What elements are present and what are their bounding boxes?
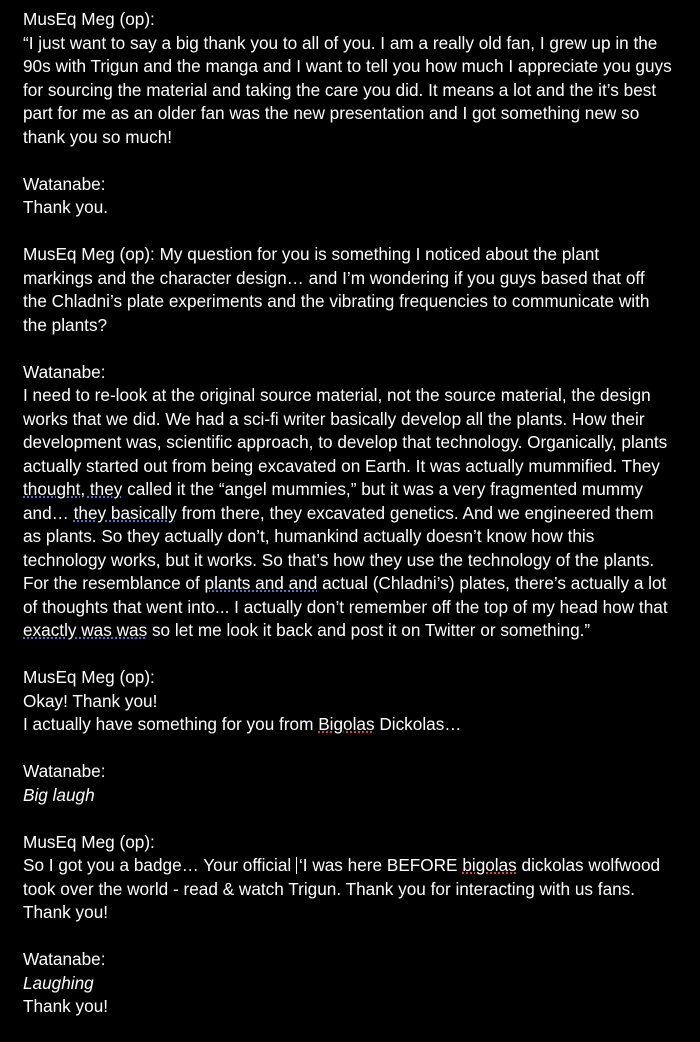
text-line bbox=[23, 713, 695, 737]
text-line bbox=[23, 854, 695, 878]
grammar-flagged-text[interactable]: plants and and bbox=[204, 573, 318, 593]
transcript-entry-watanabe-closing bbox=[23, 948, 695, 1019]
grammar-flagged-text[interactable]: they basically bbox=[73, 502, 177, 523]
transcript-entry-watanabe-answer bbox=[23, 361, 695, 643]
text-run: called it the “angel mummies,” but it was a very fragmented mummy bbox=[122, 479, 643, 499]
grammar-flagged-text[interactable]: thought, they bbox=[23, 479, 123, 499]
text-run: For the resemblance of bbox=[23, 573, 205, 593]
text-run: I actually have something for you from bbox=[23, 714, 319, 734]
text-line: took over the world - read & watch Trigun. Thank you for interacting with us fans. bbox=[23, 878, 636, 899]
speaker-label: Watanabe: bbox=[23, 949, 106, 969]
text-run: and… bbox=[23, 502, 74, 523]
text-line: MusEq Meg (op): My question for you is something I noticed about the plant bbox=[23, 244, 600, 264]
transcript-entry-meg-gift bbox=[23, 666, 695, 737]
text-run: So I got you a badge… Your official bbox=[23, 855, 296, 875]
text-line: Okay! Thank you! bbox=[23, 690, 158, 711]
text-line: works that we did. We had a sci-fi writer basically develop all the plants. How their bbox=[23, 408, 645, 429]
text-line: Thank you! bbox=[23, 996, 109, 1016]
text-line: technology works, but it works. So that’s how they use the technology of the plants. bbox=[23, 549, 655, 570]
text-line: development was, scientific approach, to develop that technology. Organically, plants bbox=[23, 432, 668, 452]
text-line: the plants? bbox=[23, 314, 108, 335]
speaker-label: Watanabe: bbox=[23, 761, 106, 781]
speaker-label: MusEq Meg (op): bbox=[23, 831, 155, 852]
speaker-label: MusEq Meg (op): bbox=[23, 9, 155, 29]
text-line: I need to re-look at the original source material, not the source material, the design bbox=[23, 385, 651, 405]
transcript-entry-watanabe-laugh bbox=[23, 760, 695, 807]
transcript-entry-meg-question bbox=[23, 243, 695, 337]
text-line: thank you so much! bbox=[23, 126, 173, 147]
text-run: so let me look it back and post it on Twitter or something.” bbox=[147, 620, 591, 640]
text-line: Thank you! bbox=[23, 902, 109, 922]
text-line: for sourcing the material and taking the care you did. It means a lot and the it’s best bbox=[23, 79, 657, 100]
speaker-label: Watanabe: bbox=[23, 361, 106, 382]
transcript-entry-meg-thanks bbox=[23, 8, 695, 149]
spelling-flagged-text[interactable]: bigolas bbox=[462, 855, 517, 875]
text-run: dickolas wolfwood bbox=[516, 855, 661, 875]
text-run: from there, they excavated genetics. And we engineered them bbox=[176, 502, 654, 523]
grammar-flagged-text[interactable]: exactly was was bbox=[23, 620, 148, 640]
text-line bbox=[23, 502, 695, 526]
text-line bbox=[23, 619, 695, 643]
stage-direction: Laughing bbox=[23, 972, 94, 993]
text-line: 90s with Trigun and the manga and I want to tell you how much I appreciate you guys bbox=[23, 56, 672, 76]
text-line: part for me as an older fan was the new presentation and I got something new so bbox=[23, 103, 640, 123]
transcript-entry-meg-badge bbox=[23, 831, 695, 925]
text-line: “I just want to say a big thank you to all of you. I am a really old fan, I grew up in the bbox=[23, 32, 658, 53]
text-run: Dickolas… bbox=[374, 714, 462, 734]
text-line: actually started out from being excavated on Earth. It was actually mummified. They bbox=[23, 455, 660, 476]
text-line: the Chladni’s plate experiments and the vibrating frequencies to communicate with bbox=[23, 291, 650, 311]
text-line: as plants. So they actually don’t, humankind actually doesn’t know how this bbox=[23, 526, 595, 546]
text-run: ‘I was here BEFORE bbox=[298, 855, 463, 875]
text-line bbox=[23, 572, 695, 596]
text-line: markings and the character design… and I’m wondering if you guys based that off bbox=[23, 267, 645, 288]
text-run: actual (Chladni’s) plates, there’s actually a lot bbox=[317, 573, 667, 593]
text-line: Thank you. bbox=[23, 197, 109, 217]
stage-direction: Big laugh bbox=[23, 784, 95, 805]
spelling-flagged-text[interactable]: Bigolas bbox=[318, 714, 375, 734]
transcript-entry-watanabe-thanks bbox=[23, 173, 695, 220]
speaker-label: MusEq Meg (op): bbox=[23, 667, 155, 687]
text-line: of thoughts that went into... I actually don’t remember off the top of my head how that bbox=[23, 596, 668, 617]
speaker-label: Watanabe: bbox=[23, 173, 106, 194]
text-line bbox=[23, 478, 695, 502]
transcript-document[interactable] bbox=[23, 8, 695, 1042]
text-cursor bbox=[296, 857, 297, 874]
